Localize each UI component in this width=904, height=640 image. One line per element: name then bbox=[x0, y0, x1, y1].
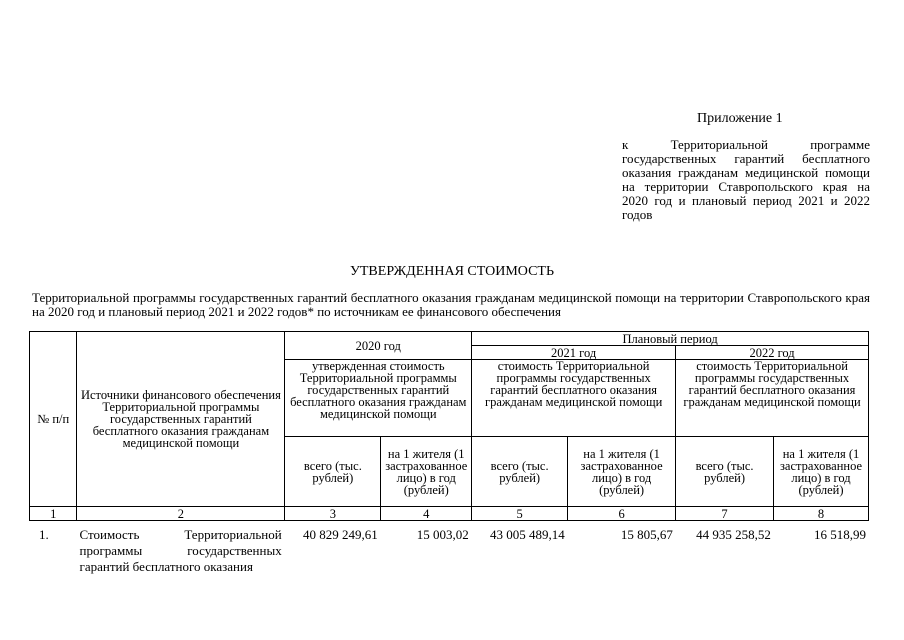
header-desc-2020: утвержденная стоимость Территориальной программы государственных гарантий бесплатного оказания гражданам медицинской помощи bbox=[285, 360, 472, 437]
row-name bbox=[77, 527, 285, 575]
appendix-title: Приложение 1 bbox=[697, 111, 783, 126]
row-per-capita-2021: 15 805,67 bbox=[620, 527, 673, 542]
column-number: 5 bbox=[472, 507, 568, 521]
column-number: 7 bbox=[676, 507, 774, 521]
header-num: № п/п bbox=[30, 332, 77, 507]
row-per-capita-2020: 15 003,02 bbox=[416, 527, 469, 542]
header-desc-2021: стоимость Территориальной программы государственных гарантий бесплатного оказания гражданам медицинской помощи bbox=[472, 360, 676, 437]
row-total-2020: 40 829 249,61 bbox=[302, 527, 378, 542]
column-number: 4 bbox=[381, 507, 472, 521]
row-per-capita-2022: 16 518,99 bbox=[814, 527, 866, 542]
row-number: 1. bbox=[39, 527, 49, 542]
header-total-2020: всего (тыс. рублей) bbox=[285, 437, 381, 507]
document-subtitle: Территориальной программы государственных гарантий бесплатного оказания гражданам медицинской помощи на территории Ставропольского края на 2020 год и плановый период 2021 и 2022 годов* по источникам ее финансового обеспечения bbox=[32, 290, 870, 319]
header-per-capita-2022: на 1 жителя (1 застрахованное лицо) в год (рублей) bbox=[774, 437, 869, 507]
column-number: 6 bbox=[568, 507, 676, 521]
column-number: 1 bbox=[30, 507, 77, 521]
header-per-capita-2020: на 1 жителя (1 застрахованное лицо) в год (рублей) bbox=[381, 437, 472, 507]
column-number: 3 bbox=[285, 507, 381, 521]
row-total-2022: 44 935 258,52 bbox=[696, 527, 771, 542]
column-numbers-row bbox=[30, 507, 869, 521]
header-total-2022: всего (тыс. рублей) bbox=[676, 437, 774, 507]
header-planned-period: Плановый период bbox=[472, 332, 869, 346]
cost-table-body bbox=[29, 527, 869, 575]
row-name-line: программы государственных bbox=[79, 543, 282, 558]
column-number: 8 bbox=[774, 507, 869, 521]
row-name-line: Стоимость Территориальной bbox=[79, 527, 282, 542]
document-title: УТВЕРЖДЕННАЯ СТОИМОСТЬ bbox=[349, 264, 555, 279]
table-row bbox=[29, 527, 869, 575]
header-year-2020: 2020 год bbox=[285, 332, 472, 360]
header-desc-2022: стоимость Территориальной программы государственных гарантий бесплатного оказания гражданам медицинской помощи bbox=[676, 360, 869, 437]
column-number: 2 bbox=[77, 507, 285, 521]
row-name-line: гарантий бесплатного оказания bbox=[79, 559, 253, 574]
header-sources: Источники финансового обеспечения Территориальной программы государственных гарантий бесплатного оказания гражданам медицинской помощи bbox=[77, 332, 285, 507]
header-year-2022: 2022 год bbox=[676, 346, 869, 360]
header-per-capita-2021: на 1 жителя (1 застрахованное лицо) в год (рублей) bbox=[568, 437, 676, 507]
row-total-2021: 43 005 489,14 bbox=[489, 527, 565, 542]
appendix-text: к Территориальной программе государственных гарантий бесплатного оказания гражданам медицинской помощи на территории Ставропольского края на 2020 год и плановый период 2021 и 2022 годов bbox=[622, 137, 870, 222]
cost-table-header bbox=[29, 331, 869, 521]
header-total-2021: всего (тыс. рублей) bbox=[472, 437, 568, 507]
header-year-2021: 2021 год bbox=[472, 346, 676, 360]
